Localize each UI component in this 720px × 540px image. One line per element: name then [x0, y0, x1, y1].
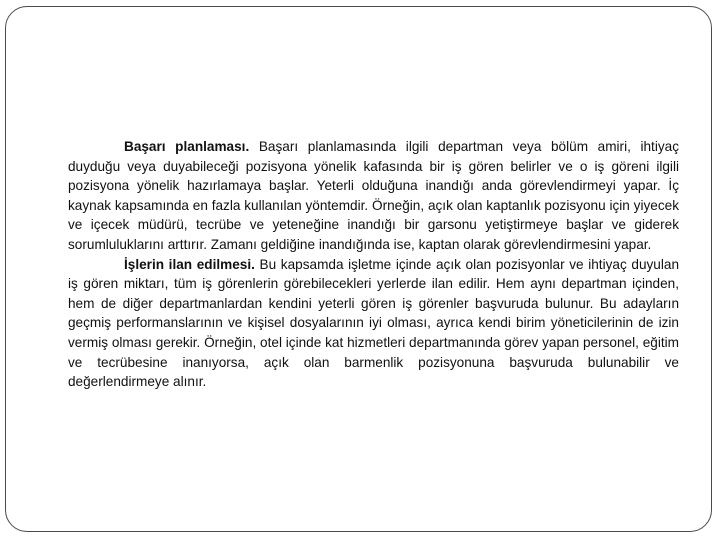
paragraph-islerin-ilan-edilmesi [68, 255, 679, 392]
paragraph-title: İşlerin ilan edilmesi. [124, 256, 255, 272]
paragraph-title: Başarı planlaması. [124, 139, 250, 154]
paragraph-text: Başarı planlamasında ilgili departman veya bölüm amiri, ihtiyaç duyduğu veya duyabileceği pozisyona yönelik kafasında bir iş gören belirler ve o iş göreni ilgili pozisyona yönelik hazırlamaya başlar. Yeterli olduğuna inandığı anda görevlendirmeyi yapar. İç kaynak kapsamında en fazla kullanılan yöntemdir. Örneğin, açık olan kaptanlık pozisyonu için yiyecek ve içecek müdürü, tecrübe ve yeteneğine inandığı bir garsonu yetiştirmeye başlar ve giderek sorumluluklarını arttırır. Zamanı geldiğine inandığında ise, kaptan olarak görevlendirmesini yapar. [68, 139, 680, 252]
slide-frame [5, 6, 712, 532]
slide-body [68, 137, 679, 392]
paragraph-basari-planlamasi [68, 137, 679, 255]
paragraph-text: Bu kapsamda işletme içinde açık olan pozisyonlar ve ihtiyaç duyulan iş gören miktarı, tüm iş görenlerin görebilecekleri yerlerde ilan edilir. Hem aynı departman içinden, hem de diğer departmanlardan kendini yeterli gören iş görenler başvuruda bulunur. Bu adayların geçmiş performanslarının ve kişisel dosyalarının iyi olması, ayrıca kendi birim yöneticilerinin de izin vermiş olması gerekir. Örneğin, otel içinde kat hizmetleri departmanında görev yapan personel, eğitim ve tecrübesine inanıyorsa, açık olan barmenlik pozisyonuna başvuruda bulunabilir ve değerlendirmeye alınır. [68, 256, 680, 390]
